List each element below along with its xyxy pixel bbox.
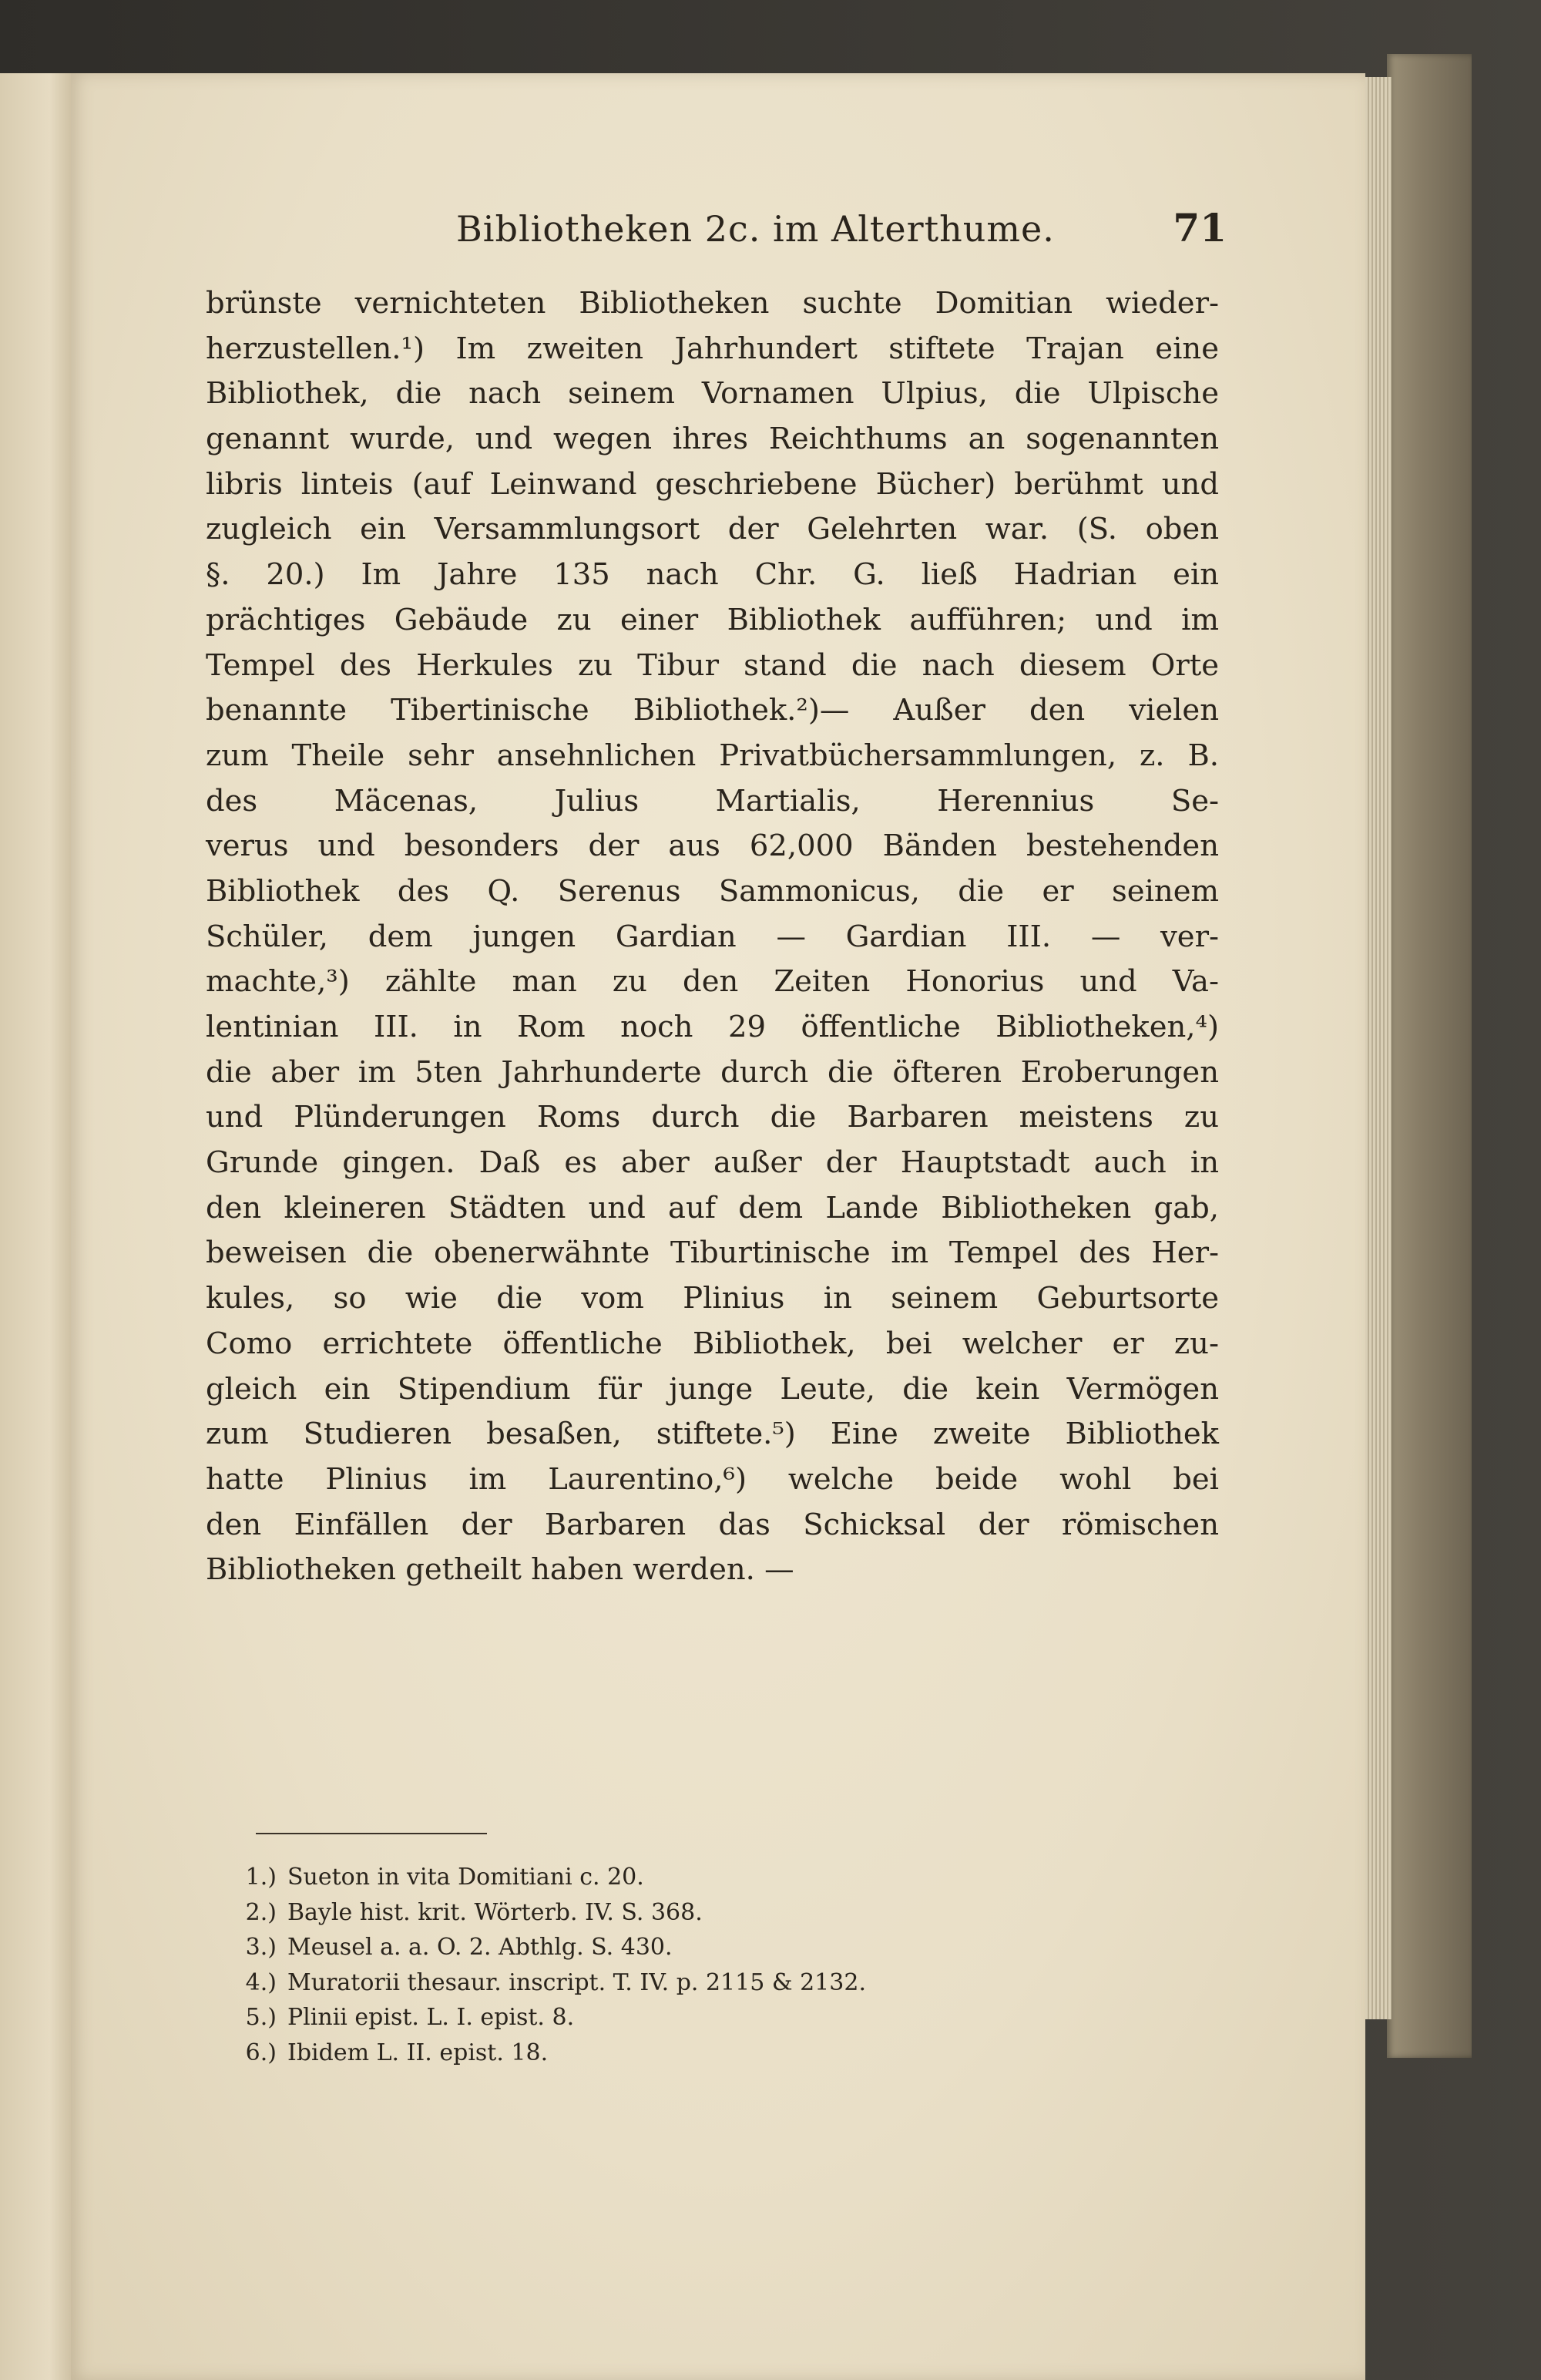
body-text bbox=[206, 281, 1219, 1593]
footnote bbox=[229, 1965, 1192, 2001]
footnotes bbox=[229, 1860, 1192, 2070]
text-line: beweisen die obenerwähnte Tiburtinische im Tempel des Her- bbox=[206, 1235, 1219, 1271]
footnote-divider bbox=[256, 1833, 487, 1834]
text-line: prächtiges Gebäude zu einer Bibliothek aufführen; und im bbox=[206, 602, 1219, 637]
text-line: und Plünderungen Roms durch die Barbaren meistens zu bbox=[206, 1100, 1219, 1135]
text-line: zum Studieren besaßen, stiftete.⁵) Eine zweite Bibliothek bbox=[206, 1417, 1219, 1452]
footnote-text: Sueton in vita Domitiani c. 20. bbox=[287, 1864, 644, 1891]
text-line: Como errichtete öffentliche Bibliothek, bei welcher er zu- bbox=[206, 1326, 1219, 1361]
facing-page-edge bbox=[0, 73, 73, 2380]
footnote bbox=[229, 1860, 1192, 1895]
text-line: Tempel des Herkules zu Tibur stand die nach diesem Orte bbox=[206, 647, 1219, 683]
text-line: machte,³) zählte man zu den Zeiten Honorius und Va- bbox=[206, 964, 1219, 1000]
footnote-number: 1.) bbox=[245, 1864, 277, 1891]
text-line: brünste vernichteten Bibliotheken suchte Domitian wieder- bbox=[206, 286, 1219, 321]
text-line: Grunde gingen. Daß es aber außer der Hauptstadt auch in bbox=[206, 1145, 1219, 1181]
footnote bbox=[229, 2000, 1192, 2035]
footnote-number: 2.) bbox=[245, 1898, 277, 1926]
footnote-number: 6.) bbox=[245, 2039, 277, 2066]
footnote-text: Muratorii thesaur. inscript. T. IV. p. 2115 & 2132. bbox=[287, 1968, 866, 1996]
footnote-text: Plinii epist. L. I. epist. 8. bbox=[287, 2004, 575, 2031]
text-line: kules, so wie die vom Plinius in seinem Geburtsorte bbox=[206, 1281, 1219, 1316]
text-line: Bibliothek, die nach seinem Vornamen Ulpius, die Ulpische bbox=[206, 376, 1219, 412]
text-line: gleich ein Stipendium für junge Leute, die kein Vermögen bbox=[206, 1371, 1219, 1407]
footnote bbox=[229, 1930, 1192, 1965]
footnote-text: Bayle hist. krit. Wörterb. IV. S. 368. bbox=[287, 1898, 703, 1926]
page-header bbox=[202, 205, 1227, 270]
footnote bbox=[229, 2035, 1192, 2071]
footnote-text: Ibidem L. II. epist. 18. bbox=[287, 2039, 549, 2066]
text-line: zugleich ein Versammlungsort der Gelehrten war. (S. oben bbox=[206, 512, 1219, 547]
text-line: zum Theile sehr ansehnlichen Privatbüchersammlungen, z. B. bbox=[206, 738, 1219, 773]
text-line: lentinian III. in Rom noch 29 öffentliche Bibliotheken,⁴) bbox=[206, 1010, 1219, 1044]
page-number: 71 bbox=[1173, 205, 1227, 250]
text-line: des Mäcenas, Julius Martialis, Herennius Se- bbox=[206, 783, 1219, 819]
book-cover-board bbox=[1387, 54, 1472, 2058]
text-line: Bibliothek des Q. Serenus Sammonicus, die er seinem bbox=[206, 873, 1219, 909]
footnote-number: 4.) bbox=[245, 1968, 277, 1996]
footnote-number: 3.) bbox=[245, 1934, 277, 1961]
text-line: genannt wurde, und wegen ihres Reichthums an sogenannten bbox=[206, 422, 1219, 457]
book-page bbox=[71, 73, 1365, 2380]
text-line: benannte Tibertinische Bibliothek.²)— Außer den vielen bbox=[206, 693, 1219, 728]
footnote bbox=[229, 1895, 1192, 1931]
text-line: den kleineren Städten und auf dem Lande Bibliotheken gab, bbox=[206, 1190, 1219, 1225]
text-line: libris linteis (auf Leinwand geschriebene Bücher) berühmt und bbox=[206, 466, 1219, 502]
text-line: Bibliotheken getheilt haben werden. — bbox=[206, 1552, 794, 1588]
footnote-number: 5.) bbox=[245, 2004, 277, 2031]
text-line: §. 20.) Im Jahre 135 nach Chr. G. ließ Hadrian ein bbox=[206, 557, 1219, 593]
text-line: Schüler, dem jungen Gardian — Gardian III. — ver- bbox=[206, 919, 1219, 954]
text-line: hatte Plinius im Laurentino,⁶) welche beide wohl bei bbox=[206, 1461, 1219, 1497]
running-title: Bibliotheken 2c. im Alterthume. bbox=[456, 208, 1055, 250]
text-line: verus und besonders der aus 62,000 Bänden bestehenden bbox=[206, 829, 1219, 864]
text-line: den Einfällen der Barbaren das Schicksal der römischen bbox=[206, 1507, 1219, 1542]
footnote-text: Meusel a. a. O. 2. Abthlg. S. 430. bbox=[287, 1934, 673, 1961]
text-line: die aber im 5ten Jahrhunderte durch die öfteren Eroberungen bbox=[206, 1054, 1219, 1090]
text-line: herzustellen.¹) Im zweiten Jahrhundert stiftete Trajan eine bbox=[206, 331, 1219, 366]
